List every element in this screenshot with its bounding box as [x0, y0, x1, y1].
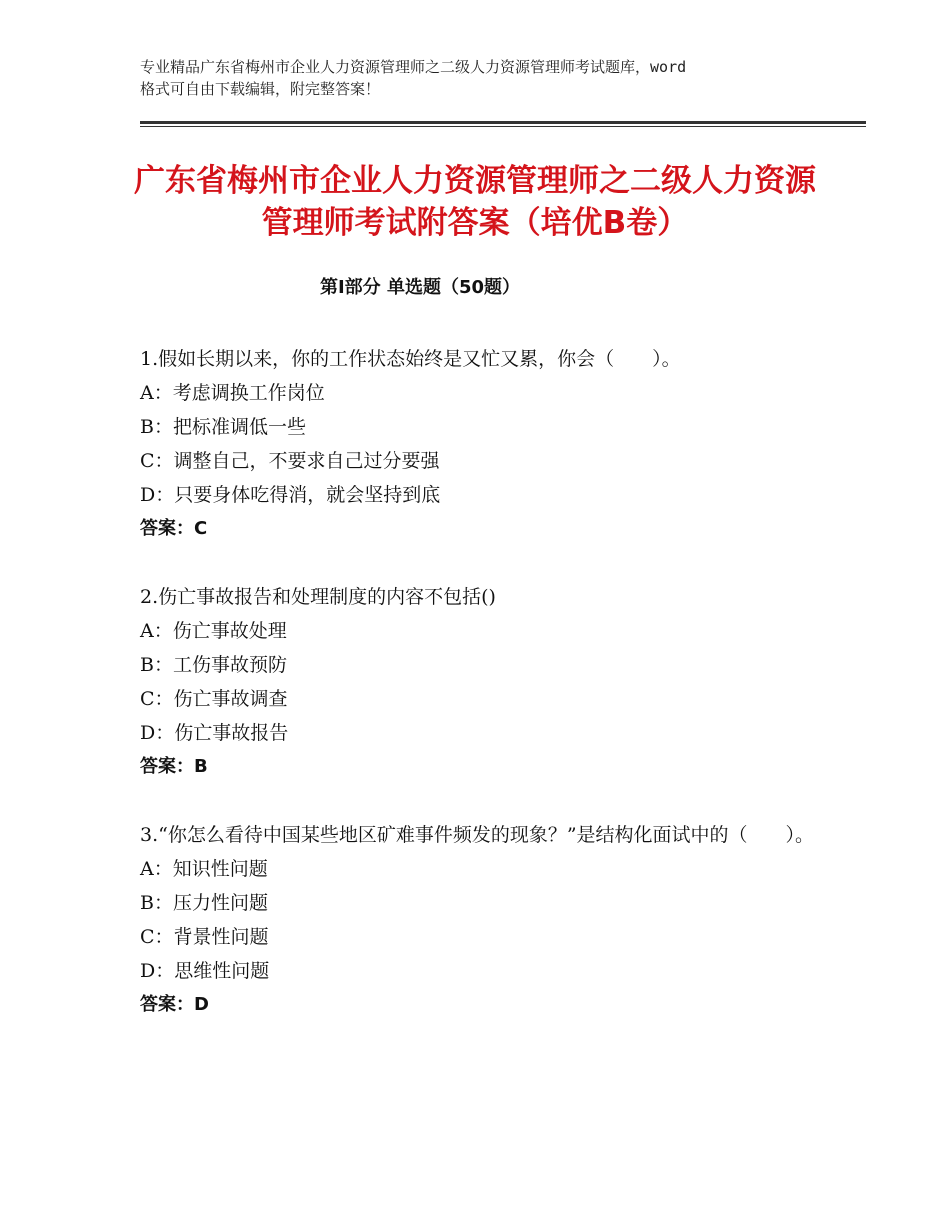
question-2 [140, 580, 820, 784]
header-divider-thin [140, 126, 866, 127]
question-stem: 3.“你怎么看待中国某些地区矿难事件频发的现象？”是结构化面试中的（ ）。 [140, 824, 815, 846]
option-b: B：压力性问题 [140, 892, 268, 914]
header-divider-thick [140, 121, 866, 124]
question-list [140, 342, 820, 1056]
answer-label: 答案：D [140, 994, 209, 1015]
option-c: C：背景性问题 [140, 926, 269, 948]
option-b: B：工伤事故预防 [140, 654, 287, 676]
option-d: D：伤亡事故报告 [140, 722, 289, 744]
option-c: C：调整自己，不要求自己过分要强 [140, 450, 440, 472]
option-d: D：只要身体吃得消，就会坚持到底 [140, 484, 441, 506]
option-b: B：把标准调低一些 [140, 416, 306, 438]
header-note: 专业精品广东省梅州市企业人力资源管理师之二级人力资源管理师考试题库，word 格式可自由下载编辑，附完整答案！ [140, 58, 687, 98]
option-a: A：考虑调换工作岗位 [140, 382, 325, 404]
answer-label: 答案：B [140, 756, 208, 777]
question-stem: 1.假如长期以来，你的工作状态始终是又忙又累，你会（ ）。 [140, 348, 681, 370]
question-stem: 2.伤亡事故报告和处理制度的内容不包括() [140, 586, 496, 608]
question-3 [140, 818, 820, 1022]
option-d: D：思维性问题 [140, 960, 270, 982]
answer-label: 答案：C [140, 518, 208, 539]
option-a: A：伤亡事故处理 [140, 620, 287, 642]
section-title: 第Ⅰ部分 单选题（50题） [319, 277, 520, 298]
option-c: C：伤亡事故调查 [140, 688, 288, 710]
document-title: 广东省梅州市企业人力资源管理师之二级人力资源管理师考试附答案（培优B卷） [134, 163, 816, 241]
question-1 [140, 342, 820, 546]
option-a: A：知识性问题 [140, 858, 268, 880]
